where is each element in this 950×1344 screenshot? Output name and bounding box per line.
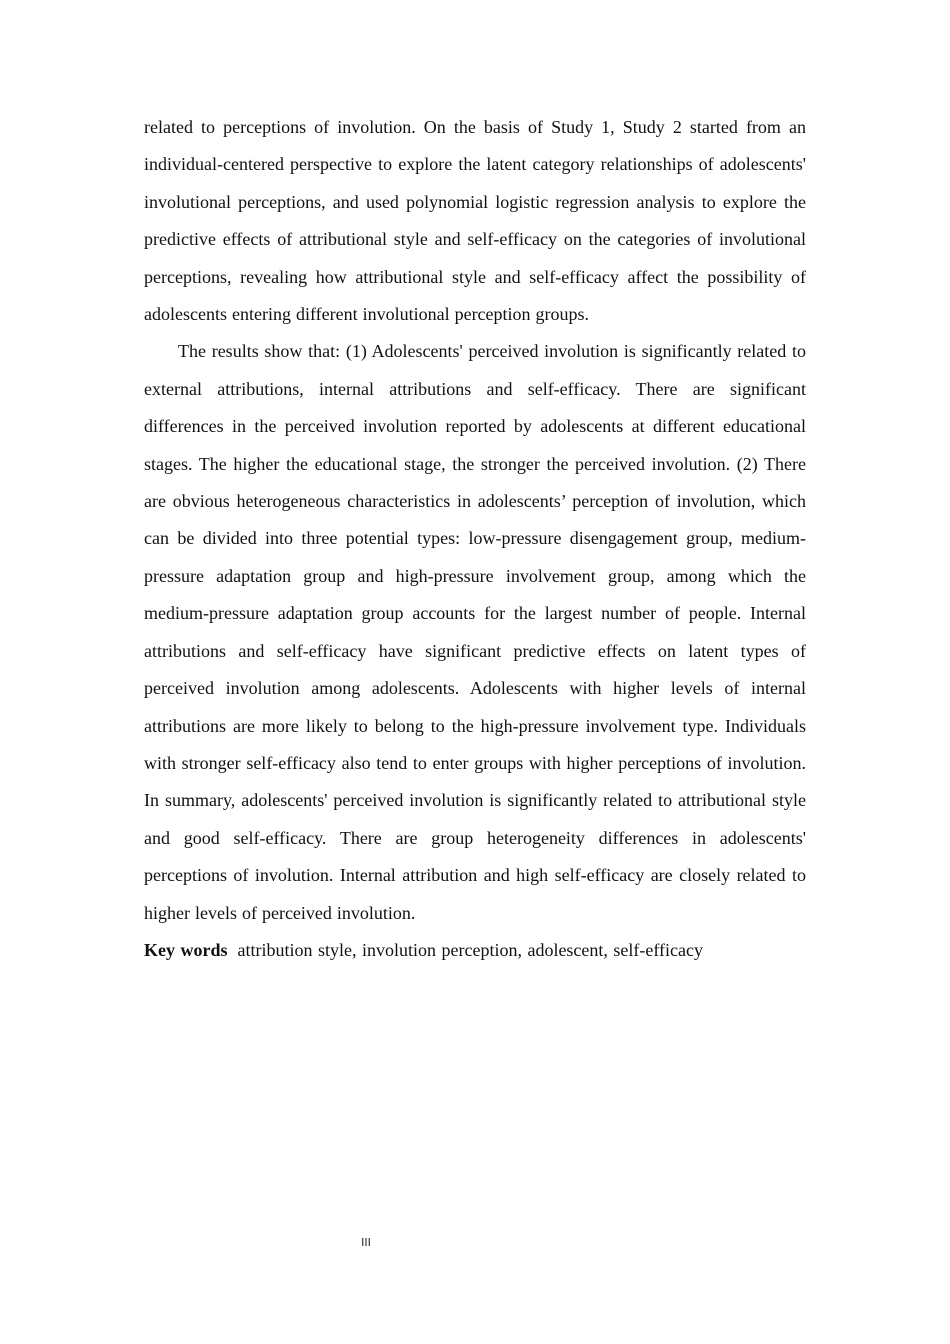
page-number: III: [361, 1236, 371, 1249]
keywords-label: Key words: [144, 939, 228, 960]
keywords-line: [144, 932, 806, 969]
abstract-paragraph-2: The results show that: (1) Adolescents' perceived involution is significantly related to external attributions, internal attributions and self-efficacy. There are significant differences in the perceived involution reported by adolescents at different educational stages. The higher the educational stage, the stronger the perceived involution. (2) There are obvious heterogeneous characteristics in adolescents’ perception of involution, which can be divided into three potential types: low-pressure disengagement group, medium-pressure adaptation group and high-pressure involvement group, among which the medium-pressure adaptation group accounts for the largest number of people. Internal attributions and self-efficacy have significant predictive effects on latent types of perceived involution among adolescents. Adolescents with higher levels of internal attributions are more likely to belong to the high-pressure involvement type. Individuals with stronger self-efficacy also tend to enter groups with higher perceptions of involution. In summary, adolescents' perceived involution is significantly related to attributional style and good self-efficacy. There are group heterogeneity differences in adolescents' perceptions of involution. Internal attribution and high self-efficacy are closely related to higher levels of perceived involution.: [144, 341, 806, 923]
abstract-paragraph-1: related to perceptions of involution. On the basis of Study 1, Study 2 started from an individual-centered perspective to explore the latent category relationships of adolescents' involutional perceptions, and used polynomial logistic regression analysis to explore the predictive effects of attributional style and self-efficacy on the categories of involutional perceptions, revealing how attributional style and self-efficacy affect the possibility of adolescents entering different involutional perception groups.: [144, 117, 806, 325]
keywords-text: attribution style, involution perception, adolescent, self-efficacy: [237, 939, 704, 960]
abstract-body: [144, 109, 806, 969]
